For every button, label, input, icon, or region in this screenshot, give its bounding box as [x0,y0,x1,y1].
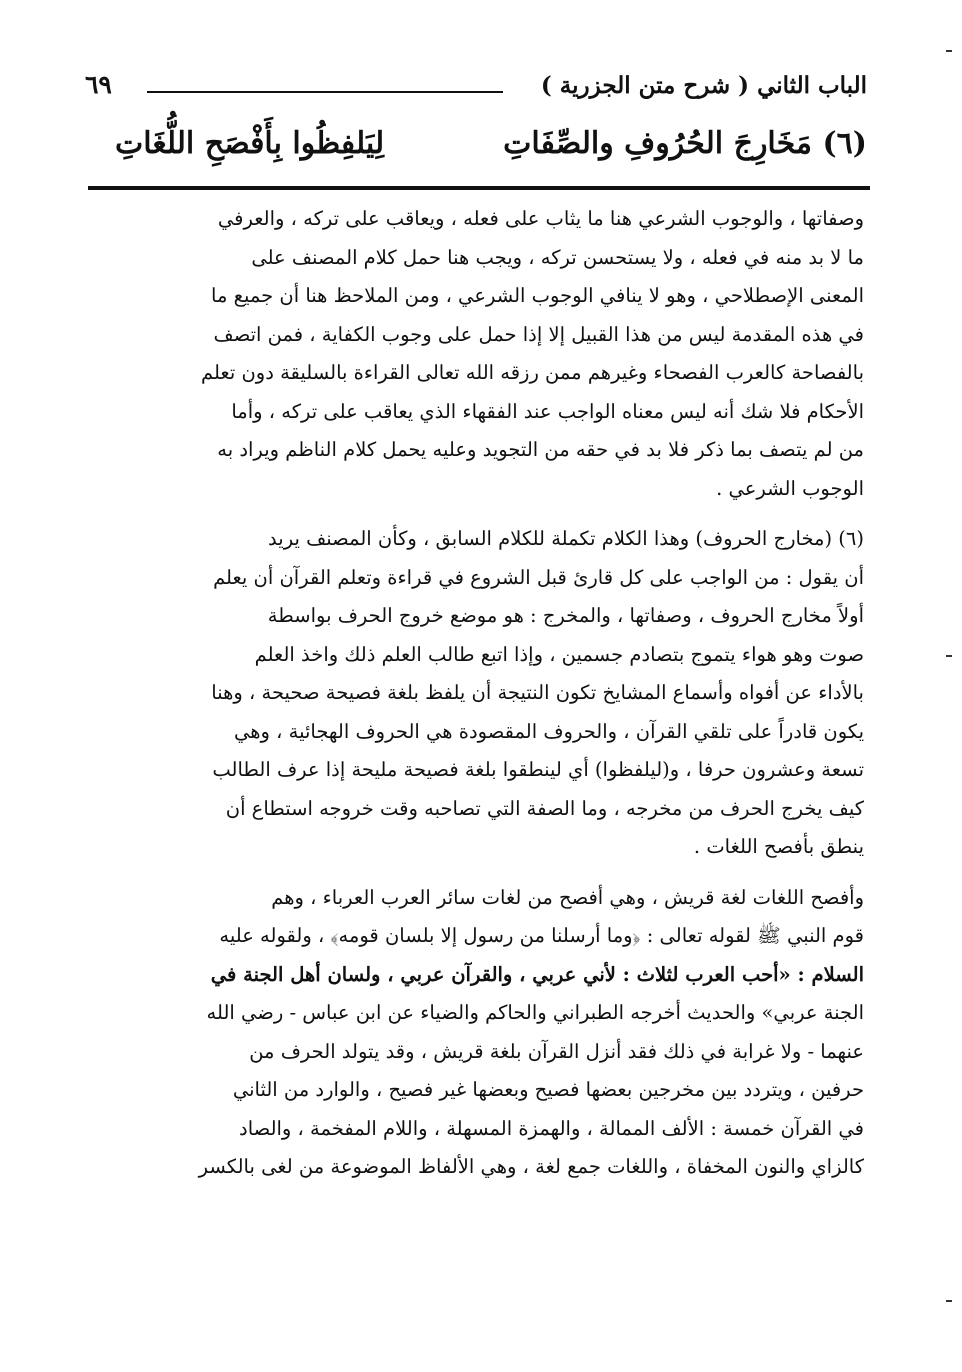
paragraph-2-line: أن يقول : من الواجب على كل قارئ قبل الشروع في قراءة وتعلم القرآن أن يعلم [213,565,864,589]
paragraph-2-line: كيف يخرج الحرف من مخرجه ، وما الصفة التي تصاحبه وقت خروجه استطاع أن [225,796,864,820]
verse-first-hemistich [503,126,867,161]
paragraph-3-line: الجنة عربي» والحديث أخرجه الطبراني والحاكم والضياء عن ابن عباس - رضي الله [206,1001,864,1024]
verse-second-hemistich: لِيَلفِظُوا بِأَفْصَحِ اللُّغَاتِ [115,126,385,161]
paragraph-gap [92,867,864,879]
margin-tick [946,50,952,52]
verse-right-text: مَخَارِجَ الحُرُوفِ والصِّفَاتِ [503,126,813,161]
page-number: ٦٩ [85,70,112,99]
paragraph-gap [92,508,864,520]
paragraph-2-line: ينطق بأفصح اللغات . [693,835,864,858]
paragraph-3-line: وأفصح اللغات لغة قريش ، وهي أفصح من لغات سائر العرب العرباء ، وهم [271,885,864,909]
commentary-body [92,200,864,1187]
margin-tick [946,1300,952,1302]
paragraph-1-line: المعنى الإصطلاحي ، وهو لا ينافي الوجوب الشرعي ، ومن الملاحظ هنا أن جميع ما [211,284,864,307]
verse-number: (٦) [822,126,867,161]
paragraph-2-line: يكون قادراً على تلقي القرآن ، والحروف المقصودة هي الحروف الهجائية ، وهي [233,719,864,743]
header-rule [147,91,503,93]
paragraph-1-line: بالفصاحة كالعرب الفصحاء وغيرهم ممن رزقه الله تعالى القراءة بالسليقة دون تعلم [200,361,864,384]
verse-line [95,120,867,180]
paragraph-3-line: عنهما - ولا غرابة في ذلك فقد أنزل القرآن بلغة قريش ، وقد يتولد الحرف من [249,1039,864,1063]
running-title: الباب الثاني ( شرح متن الجزرية ) [540,72,867,99]
paragraph-1-line: الأحكام فلا شك أنه ليس معناه الواجب عند الفقهاء الذي يعاقب على تركه ، وأما [231,399,864,423]
paragraph-3-line: حرفين ، ويتردد بين مخرجين بعضها فصيح وبعضها غير فصيح ، والوارد من الثاني [232,1078,864,1101]
paragraph-1-line: ما لا بد منه في فعله ، ولا يستحسن تركه ، ويجب هنا حمل كلام المصنف على [251,245,864,269]
paragraph-3-line: في القرآن خمسة : الألف الممالة ، والهمزة المسهلة ، واللام المفخمة ، والصاد [239,1116,864,1140]
paragraph-2-line: تسعة وعشرون حرفا ، و(ليلفظوا) أي لينطقوا بلغة فصيحة مليحة إذا عرف الطالب [212,758,864,781]
paragraph-3-line: السلام : «أحب العرب لثلاث : لأني عربي ، والقرآن عربي ، ولسان أهل الجنة في [210,962,864,986]
paragraph-1-line: من لم يتصف بما ذكر فلا بد في حقه من التجويد وعليه يحمل كلام الناظم ويراد به [217,438,864,461]
running-header [85,70,867,110]
paragraph-1-line: وصفاتها ، والوجوب الشرعي هنا ما يثاب على فعله ، ويعاقب على تركه ، والعرفي [217,207,864,230]
paragraph-3-line: كالزاي والنون المخفاة ، واللغات جمع لغة ، وهي الألفاظ الموضوعة من لغى بالكسر [198,1155,864,1178]
paragraph-1-line: الوجوب الشرعي . [716,476,864,500]
paragraph-3-line: قوم النبي ﷺ لقوله تعالى : ﴿وما أرسلنا من رسول إلا بلسان قومه﴾ ، ولقوله عليه [219,924,864,947]
paragraph-2-line: (٦) (مخارج الحروف) وهذا الكلام تكملة للكلام السابق ، وكأن المصنف يريد [268,527,864,550]
paragraph-1-line: في هذه المقدمة ليس من هذا القبيل إلا إذا حمل على وجوب الكفاية ، فمن اتصف [213,322,864,346]
margin-tick [946,655,952,657]
verse-divider [88,186,870,190]
paragraph-2-line: أولاً مخارج الحروف ، وصفاتها ، والمخرج : هو موضع خروج الحرف بواسطة [267,604,864,627]
paragraph-2-line: صوت وهو هواء يتموج بتصادم جسمين ، وإذا اتبع طالب العلم ذلك واخذ العلم [254,642,864,666]
paragraph-2-line: بالأداء عن أفواه وأسماع المشايخ تكون النتيجة أن يلفظ بلغة فصيحة صحيحة ، وهنا [211,681,864,704]
